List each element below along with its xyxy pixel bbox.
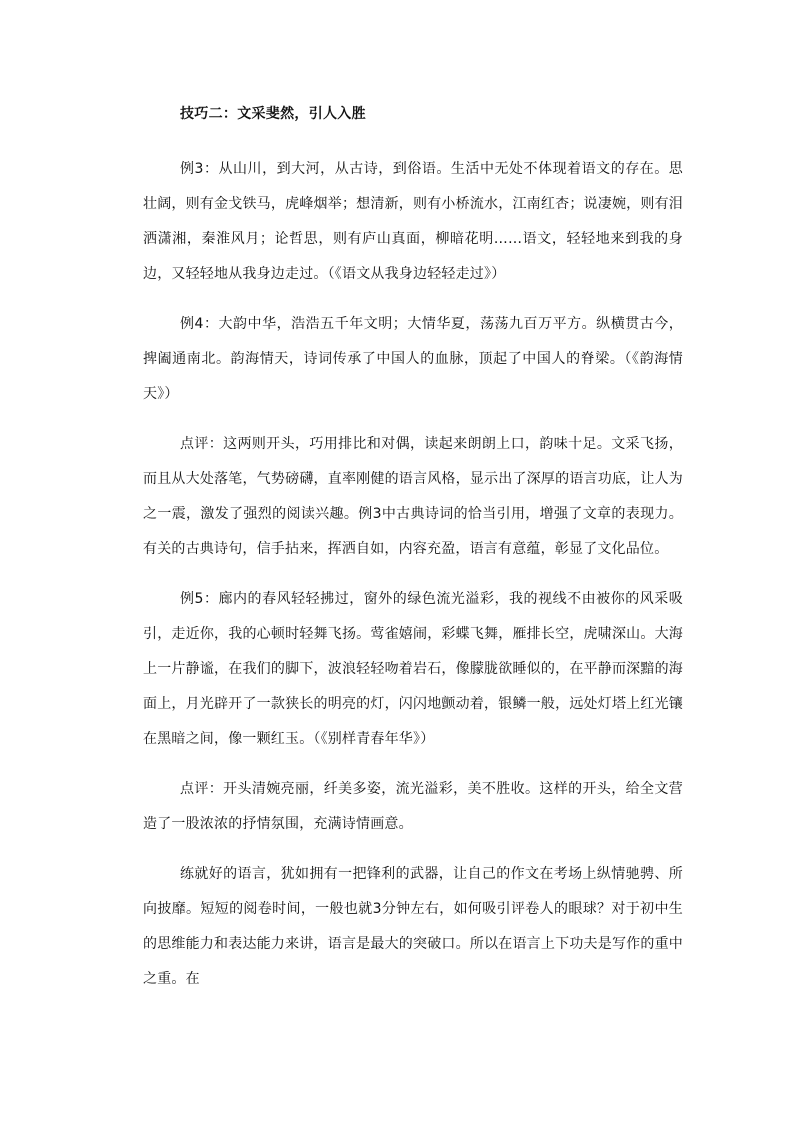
example-3-paragraph: 例3：从山川，到大河，从古诗，到俗语。生活中无处不体现着语文的存在。思壮阔，则有金戈铁马，虎峰烟举；想清新，则有小桥流水，江南红杏；说凄婉，则有泪洒潇湘，秦淮风月；论哲思，则有庐山真面，柳暗花明……语文，轻轻地来到我的身边，又轻轻地从我身边走过。（《语文从我身边轻轻走过》） — [143, 161, 683, 282]
comment-paragraph-2: 点评：开头清婉亮丽，纤美多姿，流光溢彩，美不胜收。这样的开头，给全文营造了一股浓浓的抒情氛围，充满诗情画意。 — [143, 781, 683, 832]
comment-paragraph-1: 点评：这两则开头，巧用排比和对偶，读起来朗朗上口，韵味十足。文采飞扬，而且从大处落笔，气势磅礴，直率刚健的语言风格，显示出了深厚的语言功底，让人为之一震，激发了强烈的阅读兴趣。例3中古典诗词的恰当引用，增强了文章的表现力。有关的古典诗句，信手拈来，挥洒自如，内容充盈，语言有意蕴，彰显了文化品位。 — [143, 436, 683, 557]
body-paragraph: 练就好的语言，犹如拥有一把锋利的武器，让自己的作文在考场上纵情驰骋、所向披靡。短短的阅卷时间，一般也就3分钟左右，如何吸引评卷人的眼球？对于初中生的思维能力和表达能力来讲，语言是最大的突破口。所以在语言上下功夫是写作的重中之重。在 — [143, 866, 683, 987]
section-heading: 技巧二：文采斐然，引人入胜 — [180, 106, 366, 122]
example-4-paragraph: 例4：大韵中华，浩浩五千年文明；大情华夏，荡荡九百万平方。纵横贯古今，捭阖通南北。韵海情天，诗词传承了中国人的血脉，顶起了中国人的脊梁。（《韵海情天》） — [143, 316, 683, 402]
document-body — [143, 100, 683, 1011]
example-5-paragraph: 例5：廊内的春风轻轻拂过，窗外的绿色流光溢彩，我的视线不由被你的风采吸引，走近你，我的心顿时轻舞飞扬。莺雀嬉闹，彩蝶飞舞，雁排长空，虎啸深山。大海上一片静谧，在我们的脚下，波浪轻轻吻着岩石，像朦胧欲睡似的，在平静而深黯的海面上，月光辟开了一款狭长的明亮的灯，闪闪地颤动着，银鳞一般，远处灯塔上红光镶在黑暗之间，像一颗红玉。（《别样青春年华》） — [143, 591, 683, 747]
